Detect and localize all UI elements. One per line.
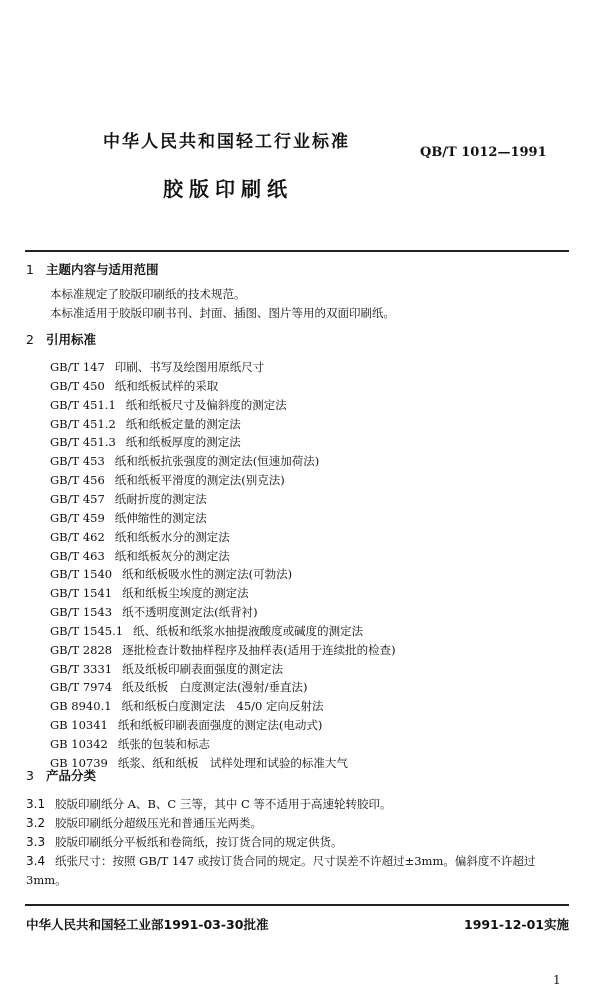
section-2-heading bbox=[26, 330, 96, 348]
reference-code: GB/T 451.2 bbox=[50, 416, 116, 431]
section-number: 1 bbox=[26, 262, 34, 277]
clause-number: 3.3 bbox=[26, 835, 46, 849]
reference-title: 纸和纸板抗张强度的测定法(恒速加荷法) bbox=[114, 454, 320, 469]
clause-number: 3.4 bbox=[26, 854, 46, 868]
approval-date: 中华人民共和国轻工业部1991-03-30批准 bbox=[26, 917, 269, 932]
reference-title: 纸浆、纸和纸板 试样处理和试验的标准大气 bbox=[117, 755, 348, 770]
reference-title: 纸张的包装和标志 bbox=[117, 737, 210, 751]
reference-code: GB/T 1541 bbox=[50, 586, 113, 601]
section-title: 主题内容与适用范围 bbox=[46, 262, 159, 277]
clause-number: 3.1 bbox=[26, 797, 46, 811]
reference-title: 纸和纸板试样的采取 bbox=[114, 378, 219, 393]
clause-text: 胶版印刷纸分 A、B、C 三等，其中 C 等不适用于高速轮转胶印。 bbox=[55, 797, 392, 811]
reference-code: GB/T 147 bbox=[50, 360, 105, 374]
reference-code: GB/T 456 bbox=[50, 473, 105, 488]
reference-item bbox=[50, 642, 396, 658]
section-1-paragraph: 本标准适用于胶版印刷书刊、封面、插图、图片等用的双面印刷纸。 bbox=[50, 306, 395, 320]
footer-divider bbox=[25, 904, 569, 906]
reference-code: GB/T 451.3 bbox=[50, 435, 116, 450]
reference-item bbox=[50, 679, 307, 695]
reference-item bbox=[50, 359, 264, 375]
reference-code: GB/T 462 bbox=[50, 529, 105, 544]
reference-item bbox=[50, 604, 258, 620]
reference-title: 纸耐折度的测定法 bbox=[114, 491, 207, 506]
reference-item bbox=[50, 717, 322, 733]
standard-code: QB/T 1012—1991 bbox=[420, 145, 547, 160]
reference-item bbox=[50, 661, 283, 677]
reference-code: GB/T 457 bbox=[50, 491, 105, 506]
clause-3-2 bbox=[26, 815, 262, 831]
reference-title: 纸不透明度测定法(纸背衬) bbox=[122, 605, 258, 620]
reference-title: 纸和纸板灰分的测定法 bbox=[114, 548, 230, 563]
clause-3-3 bbox=[26, 834, 343, 850]
reference-item bbox=[50, 623, 363, 639]
section-1-paragraph: 本标准规定了胶版印刷纸的技术规范。 bbox=[50, 287, 246, 301]
reference-item bbox=[50, 698, 324, 714]
reference-code: GB/T 450 bbox=[50, 378, 105, 393]
reference-code: GB/T 459 bbox=[50, 510, 105, 525]
document-title: 胶版印刷纸 bbox=[163, 177, 293, 201]
reference-title: 纸和纸板吸水性的测定法(可勃法) bbox=[122, 567, 293, 582]
reference-title: 逐批检查计数抽样程序及抽样表(适用于连续批的检查) bbox=[122, 642, 396, 657]
reference-title: 纸和纸板平滑度的测定法(别克法) bbox=[114, 473, 285, 488]
reference-item bbox=[50, 529, 230, 545]
header-divider bbox=[25, 250, 569, 252]
reference-title: 纸和纸板尺寸及偏斜度的测定法 bbox=[125, 397, 287, 412]
section-3-heading bbox=[26, 766, 96, 784]
section-number: 2 bbox=[26, 332, 34, 347]
reference-title: 纸和纸板白度测定法 45/0 定向反射法 bbox=[121, 699, 324, 714]
reference-item bbox=[50, 566, 292, 582]
reference-title: 纸、纸板和纸浆水抽提液酸度或碱度的测定法 bbox=[133, 623, 364, 638]
reference-title: 纸及纸板印刷表面强度的测定法 bbox=[122, 661, 284, 676]
clause-text: 纸张尺寸：按照 GB/T 147 或按订货合同的规定。尺寸误差不许超过±3mm。偏斜度不许超过 bbox=[55, 854, 536, 868]
reference-title: 印刷、书写及绘图用原纸尺寸 bbox=[114, 360, 265, 374]
reference-item bbox=[50, 585, 249, 601]
reference-code: GB/T 463 bbox=[50, 548, 105, 563]
page-number: 1 bbox=[553, 973, 561, 987]
implementation-date: 1991-12-01实施 bbox=[464, 917, 569, 932]
reference-title: 纸及纸板 白度测定法(漫射/垂直法) bbox=[122, 680, 308, 695]
section-number: 3 bbox=[26, 768, 34, 783]
reference-code: GB/T 453 bbox=[50, 454, 105, 469]
reference-item bbox=[50, 510, 207, 526]
clause-text: 胶版印刷纸分平板纸和卷筒纸，按订货合同的规定供货。 bbox=[55, 835, 343, 849]
reference-item bbox=[50, 397, 287, 413]
reference-code: GB 10739 bbox=[50, 755, 108, 770]
reference-code: GB 10342 bbox=[50, 737, 108, 751]
reference-code: GB/T 451.1 bbox=[50, 397, 116, 412]
reference-code: GB/T 2828 bbox=[50, 642, 113, 657]
section-1-heading bbox=[26, 260, 159, 278]
reference-title: 纸和纸板定量的测定法 bbox=[125, 416, 241, 431]
reference-item bbox=[50, 491, 207, 507]
reference-item bbox=[50, 378, 218, 394]
clause-3-4 bbox=[26, 853, 535, 869]
reference-title: 纸伸缩性的测定法 bbox=[114, 510, 207, 525]
reference-code: GB/T 3331 bbox=[50, 661, 113, 676]
reference-code: GB 8940.1 bbox=[50, 699, 112, 714]
reference-item bbox=[50, 416, 241, 432]
reference-code: GB/T 1543 bbox=[50, 605, 113, 620]
reference-item bbox=[50, 736, 210, 752]
reference-item bbox=[50, 548, 230, 564]
clause-3-1 bbox=[26, 796, 391, 812]
reference-code: GB/T 7974 bbox=[50, 680, 113, 695]
reference-item bbox=[50, 472, 285, 488]
clause-number: 3.2 bbox=[26, 816, 46, 830]
reference-title: 纸和纸板尘埃度的测定法 bbox=[122, 586, 249, 601]
reference-title: 纸和纸板厚度的测定法 bbox=[125, 435, 241, 450]
reference-title: 纸和纸板水分的测定法 bbox=[114, 529, 230, 544]
reference-code: GB/T 1545.1 bbox=[50, 623, 124, 638]
issuer-heading: 中华人民共和国轻工行业标准 bbox=[103, 132, 350, 152]
section-title: 引用标准 bbox=[46, 332, 97, 347]
reference-title: 纸和纸板印刷表面强度的测定法(电动式) bbox=[117, 718, 323, 733]
reference-code: GB 10341 bbox=[50, 718, 108, 733]
clause-3-4-continuation: 3mm。 bbox=[26, 873, 67, 887]
reference-code: GB/T 1540 bbox=[50, 567, 113, 582]
reference-item bbox=[50, 434, 241, 450]
section-title: 产品分类 bbox=[46, 768, 97, 783]
reference-item bbox=[50, 453, 319, 469]
clause-text: 胶版印刷纸分超级压光和普通压光两类。 bbox=[55, 816, 262, 830]
